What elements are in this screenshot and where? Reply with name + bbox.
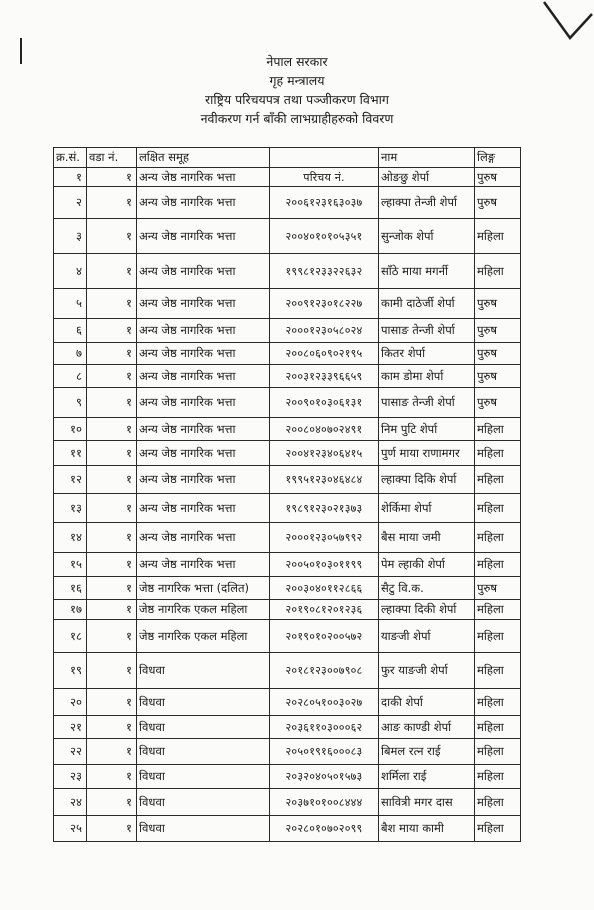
table-row — [54, 716, 521, 739]
cell-gender: महिला — [475, 523, 521, 553]
cell-target-group: विधवा — [137, 689, 270, 716]
cell-sn: २५ — [54, 816, 87, 842]
table-row — [54, 254, 521, 289]
cell-sn: १० — [54, 418, 87, 441]
cell-ward: १ — [87, 653, 137, 689]
cell-sn: ६ — [54, 319, 87, 343]
table-row — [54, 789, 521, 816]
cell-gender: महिला — [475, 441, 521, 466]
table-row — [54, 553, 521, 577]
cell-gender: महिला — [475, 789, 521, 816]
table-row — [54, 739, 521, 765]
cell-gender: महिला — [475, 816, 521, 842]
cell-sn: १५ — [54, 553, 87, 577]
cell-name: पुर्ण माया राणामगर — [379, 441, 475, 466]
cell-name: शेर्किमा शेर्पा — [379, 494, 475, 523]
cell-name: बैश माया कामी — [379, 816, 475, 842]
cell-target-group: अन्य जेष्ठ नागरिक भत्ता — [137, 494, 270, 523]
cell-name: फुर याङजी शेर्पा — [379, 653, 475, 689]
table-row — [54, 187, 521, 219]
cell-target-group: विधवा — [137, 816, 270, 842]
table-row — [54, 441, 521, 466]
table-row — [54, 466, 521, 494]
cell-name: ओङछु शेर्पा — [379, 168, 475, 187]
cell-sn: ४ — [54, 254, 87, 289]
cell-target-group: विधवा — [137, 739, 270, 765]
cell-sn: १४ — [54, 523, 87, 553]
cell-name: आङ काण्डी शेर्पा — [379, 716, 475, 739]
cell-gender: पुरुष — [475, 343, 521, 365]
cell-ward: १ — [87, 600, 137, 620]
cell-ward: १ — [87, 716, 137, 739]
cell-target-group: अन्य जेष्ठ नागरिक भत्ता — [137, 254, 270, 289]
table-row — [54, 289, 521, 319]
cell-ward: १ — [87, 577, 137, 600]
cell-id-number: २०००१२३०५७९९२ — [270, 523, 379, 553]
cell-id-number: २००८०६०९०२१९५ — [270, 343, 379, 365]
cell-target-group: अन्य जेष्ठ नागरिक भत्ता — [137, 219, 270, 254]
cell-id-number: २००८०४०७०२४९१ — [270, 418, 379, 441]
cell-ward: १ — [87, 466, 137, 494]
cell-id-number: परिचय नं. — [270, 168, 379, 187]
cell-gender: महिला — [475, 620, 521, 653]
cell-ward: १ — [87, 365, 137, 388]
col-header-name: नाम — [379, 148, 475, 168]
cell-name: सावित्री मगर दास — [379, 789, 475, 816]
cell-ward: १ — [87, 739, 137, 765]
cell-id-number: १९९५१२३०४६४८४ — [270, 466, 379, 494]
cell-name: कितर शेर्पा — [379, 343, 475, 365]
cell-id-number: २०३२०४०५०१५७३ — [270, 765, 379, 789]
cell-id-number: २०५०१९१६०००८३ — [270, 739, 379, 765]
cell-ward: १ — [87, 319, 137, 343]
cell-gender: महिला — [475, 418, 521, 441]
corner-pen-stroke — [538, 0, 594, 46]
cell-ward: १ — [87, 418, 137, 441]
cell-sn: ९ — [54, 388, 87, 418]
table-row — [54, 577, 521, 600]
cell-sn: ११ — [54, 441, 87, 466]
cell-gender: महिला — [475, 689, 521, 716]
cell-target-group: अन्य जेष्ठ नागरिक भत्ता — [137, 553, 270, 577]
cell-target-group: विधवा — [137, 716, 270, 739]
cell-name: कामी दाठेर्जी शेर्पा — [379, 289, 475, 319]
cell-sn: २२ — [54, 739, 87, 765]
cell-ward: १ — [87, 441, 137, 466]
cell-ward: १ — [87, 289, 137, 319]
cell-id-number: १९८९१२३०२१३७३ — [270, 494, 379, 523]
col-header-ward: वडा नं. — [87, 148, 137, 168]
cell-name: पासाङ तेन्जी शेर्पा — [379, 319, 475, 343]
cell-id-number: २०१९०१०२००५७२ — [270, 620, 379, 653]
cell-gender: पुरुष — [475, 289, 521, 319]
cell-name: काम डोमा शेर्पा — [379, 365, 475, 388]
cell-name: साँठे माया मगर्नी — [379, 254, 475, 289]
cell-name: निम पुटि शेर्पा — [379, 418, 475, 441]
cell-target-group: अन्य जेष्ठ नागरिक भत्ता — [137, 187, 270, 219]
cell-sn: २३ — [54, 765, 87, 789]
table-row — [54, 343, 521, 365]
table-row — [54, 653, 521, 689]
cell-sn: १ — [54, 168, 87, 187]
cell-ward: १ — [87, 187, 137, 219]
cell-target-group: विधवा — [137, 765, 270, 789]
table-header-row — [54, 148, 521, 168]
beneficiary-table — [53, 147, 521, 842]
cell-target-group: अन्य जेष्ठ नागरिक भत्ता — [137, 466, 270, 494]
cell-ward: १ — [87, 219, 137, 254]
cell-sn: ७ — [54, 343, 87, 365]
table-body — [54, 168, 521, 842]
cell-ward: १ — [87, 388, 137, 418]
cell-name: बैस माया जमी — [379, 523, 475, 553]
cell-target-group: विधवा — [137, 653, 270, 689]
cell-ward: १ — [87, 168, 137, 187]
government-name: नेपाल सरकार — [266, 54, 328, 69]
cell-ward: १ — [87, 620, 137, 653]
cell-ward: १ — [87, 523, 137, 553]
cell-id-number: २०३६११०३०००६२ — [270, 716, 379, 739]
cell-id-number: २००९१२३०१८२२७ — [270, 289, 379, 319]
cell-gender: पुरुष — [475, 365, 521, 388]
cell-name: पासाङ तेन्जी शेर्पा — [379, 388, 475, 418]
cell-gender: पुरुष — [475, 319, 521, 343]
cell-target-group: अन्य जेष्ठ नागरिक भत्ता — [137, 365, 270, 388]
cell-name: ल्हाक्पा दिकि शेर्पा — [379, 466, 475, 494]
cell-ward: १ — [87, 816, 137, 842]
col-header-id — [270, 148, 379, 168]
cell-gender: पुरुष — [475, 168, 521, 187]
cell-ward: १ — [87, 553, 137, 577]
cell-target-group: जेष्ठ नागरिक एकल महिला — [137, 600, 270, 620]
cell-name: सुन्जोक शेर्पा — [379, 219, 475, 254]
cell-id-number: २०१९०८१२०१२३६ — [270, 600, 379, 620]
cell-ward: १ — [87, 494, 137, 523]
table-row — [54, 765, 521, 789]
cell-gender: महिला — [475, 466, 521, 494]
cell-id-number: २००३०४०११२८६६ — [270, 577, 379, 600]
cell-id-number: २००३१२३३९६६५९ — [270, 365, 379, 388]
table-row — [54, 365, 521, 388]
cell-sn: २ — [54, 187, 87, 219]
table-row — [54, 168, 521, 187]
cell-target-group: विधवा — [137, 789, 270, 816]
cell-target-group: अन्य जेष्ठ नागरिक भत्ता — [137, 289, 270, 319]
cell-id-number: २०२८०५१००३०२७ — [270, 689, 379, 716]
cell-ward: १ — [87, 254, 137, 289]
cell-gender: महिला — [475, 219, 521, 254]
cell-name: शर्मिला राई — [379, 765, 475, 789]
cell-name: दाकी शेर्पा — [379, 689, 475, 716]
cell-sn: ३ — [54, 219, 87, 254]
cell-id-number: २००४१२३४०६४१५ — [270, 441, 379, 466]
ministry-name: गृह मन्त्रालय — [269, 73, 325, 88]
cell-gender: महिला — [475, 254, 521, 289]
cell-sn: २१ — [54, 716, 87, 739]
cell-sn: १६ — [54, 577, 87, 600]
cell-target-group: अन्य जेष्ठ नागरिक भत्ता — [137, 319, 270, 343]
document-title: नवीकरण गर्न बाँकी लाभग्राहीहरुको विवरण — [200, 111, 394, 126]
cell-gender: महिला — [475, 765, 521, 789]
table-row — [54, 219, 521, 254]
cell-ward: १ — [87, 343, 137, 365]
department-name: राष्ट्रिय परिचयपत्र तथा पञ्जीकरण विभाग — [205, 92, 389, 107]
table-row — [54, 388, 521, 418]
cell-id-number: २००४०१०१०५३५१ — [270, 219, 379, 254]
cell-gender: महिला — [475, 653, 521, 689]
cell-gender: पुरुष — [475, 187, 521, 219]
cell-target-group: अन्य जेष्ठ नागरिक भत्ता — [137, 523, 270, 553]
table-row — [54, 600, 521, 620]
cell-sn: ८ — [54, 365, 87, 388]
cell-name: याङजी शेर्पा — [379, 620, 475, 653]
cell-gender: महिला — [475, 600, 521, 620]
cell-target-group: अन्य जेष्ठ नागरिक भत्ता — [137, 418, 270, 441]
cell-target-group: अन्य जेष्ठ नागरिक भत्ता — [137, 388, 270, 418]
cell-target-group: अन्य जेष्ठ नागरिक भत्ता — [137, 441, 270, 466]
cell-ward: १ — [87, 765, 137, 789]
cell-target-group: जेष्ठ नागरिक एकल महिला — [137, 620, 270, 653]
cell-target-group: जेष्ठ नागरिक भत्ता (दलित) — [137, 577, 270, 600]
cell-id-number: २०१८१२३००७९०८ — [270, 653, 379, 689]
cell-gender: महिला — [475, 739, 521, 765]
cell-sn: १३ — [54, 494, 87, 523]
cell-id-number: २००९०१०३०६१३१ — [270, 388, 379, 418]
cell-id-number: २०२८०१०७०२०९९ — [270, 816, 379, 842]
table-row — [54, 620, 521, 653]
cell-target-group: अन्य जेष्ठ नागरिक भत्ता — [137, 168, 270, 187]
cell-sn: २४ — [54, 789, 87, 816]
cell-sn: १८ — [54, 620, 87, 653]
document-header — [0, 52, 594, 128]
cell-name: पेम ल्हाकी शेर्पा — [379, 553, 475, 577]
cell-ward: १ — [87, 789, 137, 816]
col-header-gender: लिङ्ग — [475, 148, 521, 168]
cell-name: सैटु वि.क. — [379, 577, 475, 600]
cell-gender: पुरुष — [475, 577, 521, 600]
cell-gender: महिला — [475, 553, 521, 577]
cell-sn: २० — [54, 689, 87, 716]
cell-id-number: २०००१२३०५८०२४ — [270, 319, 379, 343]
cell-sn: १२ — [54, 466, 87, 494]
cell-name: बिमल रत्न राई — [379, 739, 475, 765]
cell-ward: १ — [87, 689, 137, 716]
cell-id-number: १९९८१२३३२२६३२ — [270, 254, 379, 289]
table-row — [54, 319, 521, 343]
cell-name: ल्हाक्पा तेन्जी शेर्पा — [379, 187, 475, 219]
cell-sn: ५ — [54, 289, 87, 319]
col-header-sn: क्र.सं. — [54, 148, 87, 168]
cell-name: ल्हाक्पा दिकी शेर्पा — [379, 600, 475, 620]
col-header-group: लक्षित समूह — [137, 148, 270, 168]
cell-target-group: अन्य जेष्ठ नागरिक भत्ता — [137, 343, 270, 365]
table-row — [54, 816, 521, 842]
table-row — [54, 494, 521, 523]
cell-gender: महिला — [475, 494, 521, 523]
table-row — [54, 418, 521, 441]
cell-id-number: २०३७१०१००८४४४ — [270, 789, 379, 816]
cell-sn: १७ — [54, 600, 87, 620]
cell-sn: १९ — [54, 653, 87, 689]
cell-id-number: २००५०१०३०११९९ — [270, 553, 379, 577]
table-row — [54, 523, 521, 553]
cell-id-number: २००६१२३१६३०३७ — [270, 187, 379, 219]
cell-gender: पुरुष — [475, 388, 521, 418]
table-row — [54, 689, 521, 716]
cell-gender: महिला — [475, 716, 521, 739]
